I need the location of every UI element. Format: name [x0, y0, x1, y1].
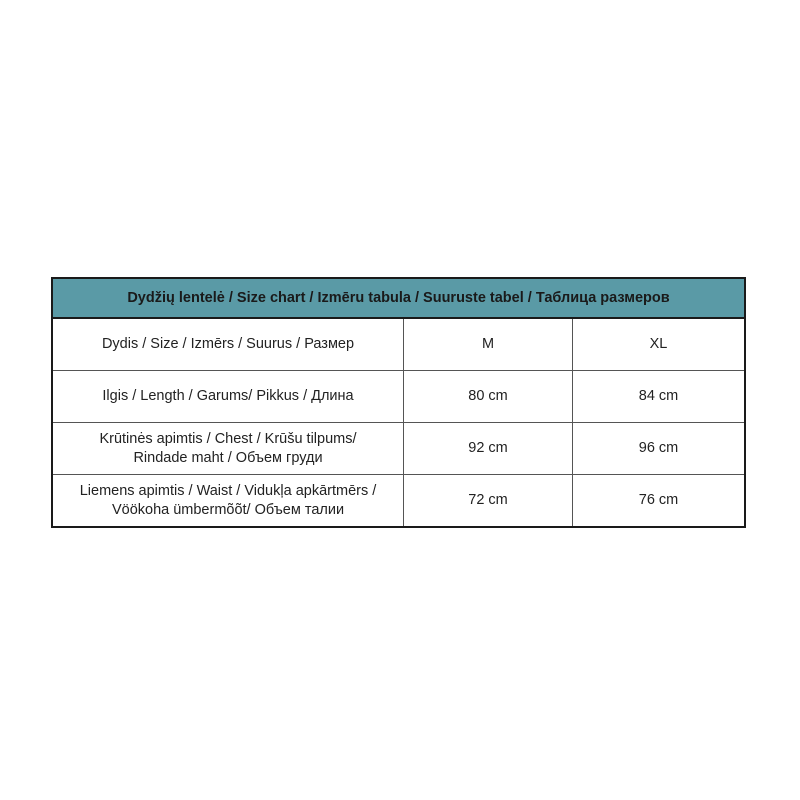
table-title: Dydžių lentelė / Size chart / Izmēru tabula / Suuruste tabel / Таблица размеров	[53, 279, 744, 319]
table-row-waist	[53, 475, 744, 526]
cell-waist-xl: 76 cm	[638, 492, 679, 508]
cell-length-m: 80 cm	[404, 371, 573, 422]
column-header-m: M	[404, 319, 573, 370]
row-label-line: Rindade maht / Объем груди	[133, 449, 323, 466]
cell-chest-xl: 96 cm	[638, 440, 679, 456]
row-label-line: Krūtinės apimtis / Chest / Krūšu tilpums/	[99, 430, 357, 447]
table-row-chest	[53, 423, 744, 475]
row-label-waist	[53, 475, 404, 526]
row-label-line: Liemens apimtis / Waist / Vidukļa apkārtmērs /	[79, 482, 377, 499]
row-label-chest	[53, 423, 404, 474]
table-row-length	[53, 371, 744, 423]
column-header-xl: XL	[649, 336, 668, 352]
cell-waist-m: 72 cm	[404, 475, 573, 526]
table-header-row	[53, 319, 744, 371]
cell-chest-m: 92 cm	[404, 423, 573, 474]
row-label-line: Vöökoha ümbermõõt/ Объем талии	[111, 501, 345, 518]
size-chart-table	[51, 277, 746, 528]
column-header-size: Dydis / Size / Izmērs / Suurus / Размер	[53, 319, 404, 370]
row-label-length	[53, 371, 404, 422]
cell-length-xl: 84 cm	[638, 388, 679, 404]
row-label-line: Ilgis / Length / Garums/ Pikkus / Длина	[102, 388, 354, 404]
